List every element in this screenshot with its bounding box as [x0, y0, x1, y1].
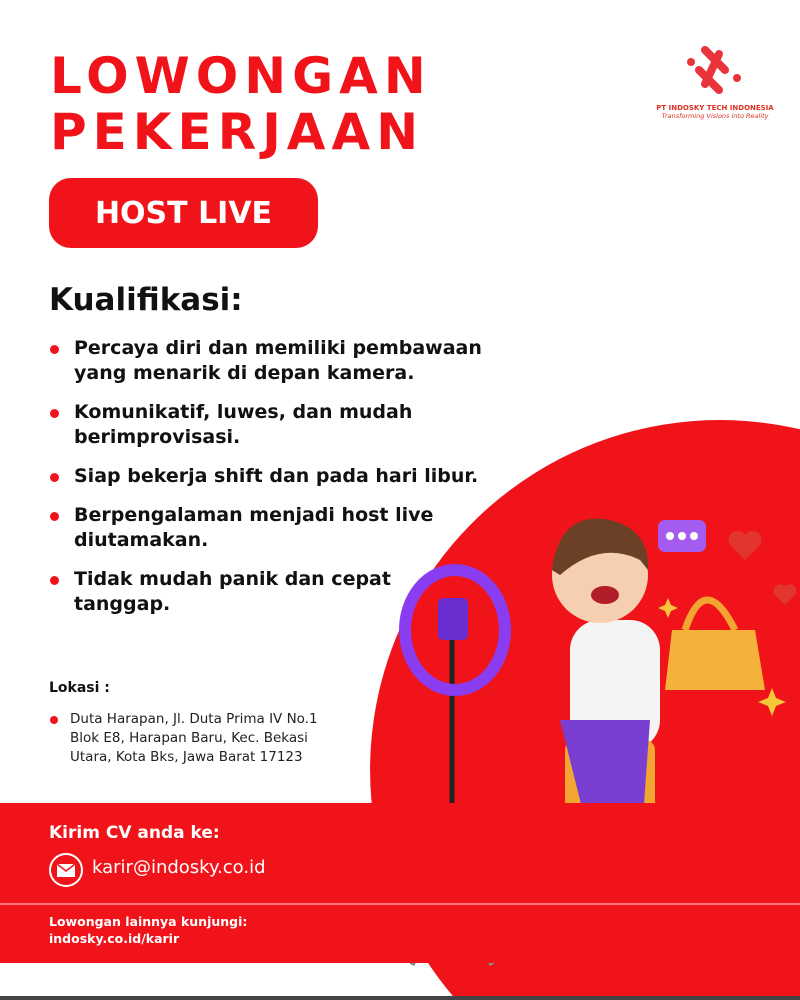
list-item: Siap bekerja shift dan pada hari libur.: [50, 464, 494, 489]
address: Duta Harapan, Jl. Duta Prima IV No.1 Blok E8, Harapan Baru, Kec. Bekasi Utara, Kota Bks, Jawa Barat 17123: [50, 710, 340, 767]
list-item: Percaya diri dan memiliki pembawaan yang menarik di depan kamera.: [50, 336, 490, 386]
company-tagline: Transforming Visions into Reality: [661, 112, 769, 120]
location-heading: Lokasi :: [49, 680, 110, 696]
more-jobs-label: Lowongan lainnya kunjungi:: [49, 914, 248, 929]
more-jobs: [49, 913, 247, 947]
company-name: PT INDOSKY TECH INDONESIA: [656, 104, 774, 112]
company-logo: [655, 40, 775, 120]
title-line: PEKERJAAN: [50, 103, 425, 161]
qualifications-list: [50, 336, 490, 631]
divider: [0, 903, 800, 905]
list-item: Komunikatif, luwes, dan mudah berimprovisasi.: [50, 400, 490, 450]
envelope-icon: [49, 853, 83, 887]
email-link[interactable]: karir@indosky.co.id: [92, 857, 266, 878]
list-item: Berpengalaman menjadi host live diutamakan.: [50, 503, 454, 553]
title-line: LOWONGAN: [50, 47, 432, 105]
contact-heading: Kirim CV anda ke:: [49, 823, 220, 843]
careers-link[interactable]: indosky.co.id/karir: [49, 931, 180, 946]
bottom-border: [0, 996, 800, 1000]
logo-mark-icon: [685, 40, 745, 100]
location-list: [50, 710, 340, 767]
position-badge: HOST LIVE: [49, 178, 318, 248]
qualifications-heading: Kualifikasi:: [49, 282, 243, 318]
page-title: [50, 48, 432, 160]
list-item: Tidak mudah panik dan cepat tanggap.: [50, 567, 404, 617]
